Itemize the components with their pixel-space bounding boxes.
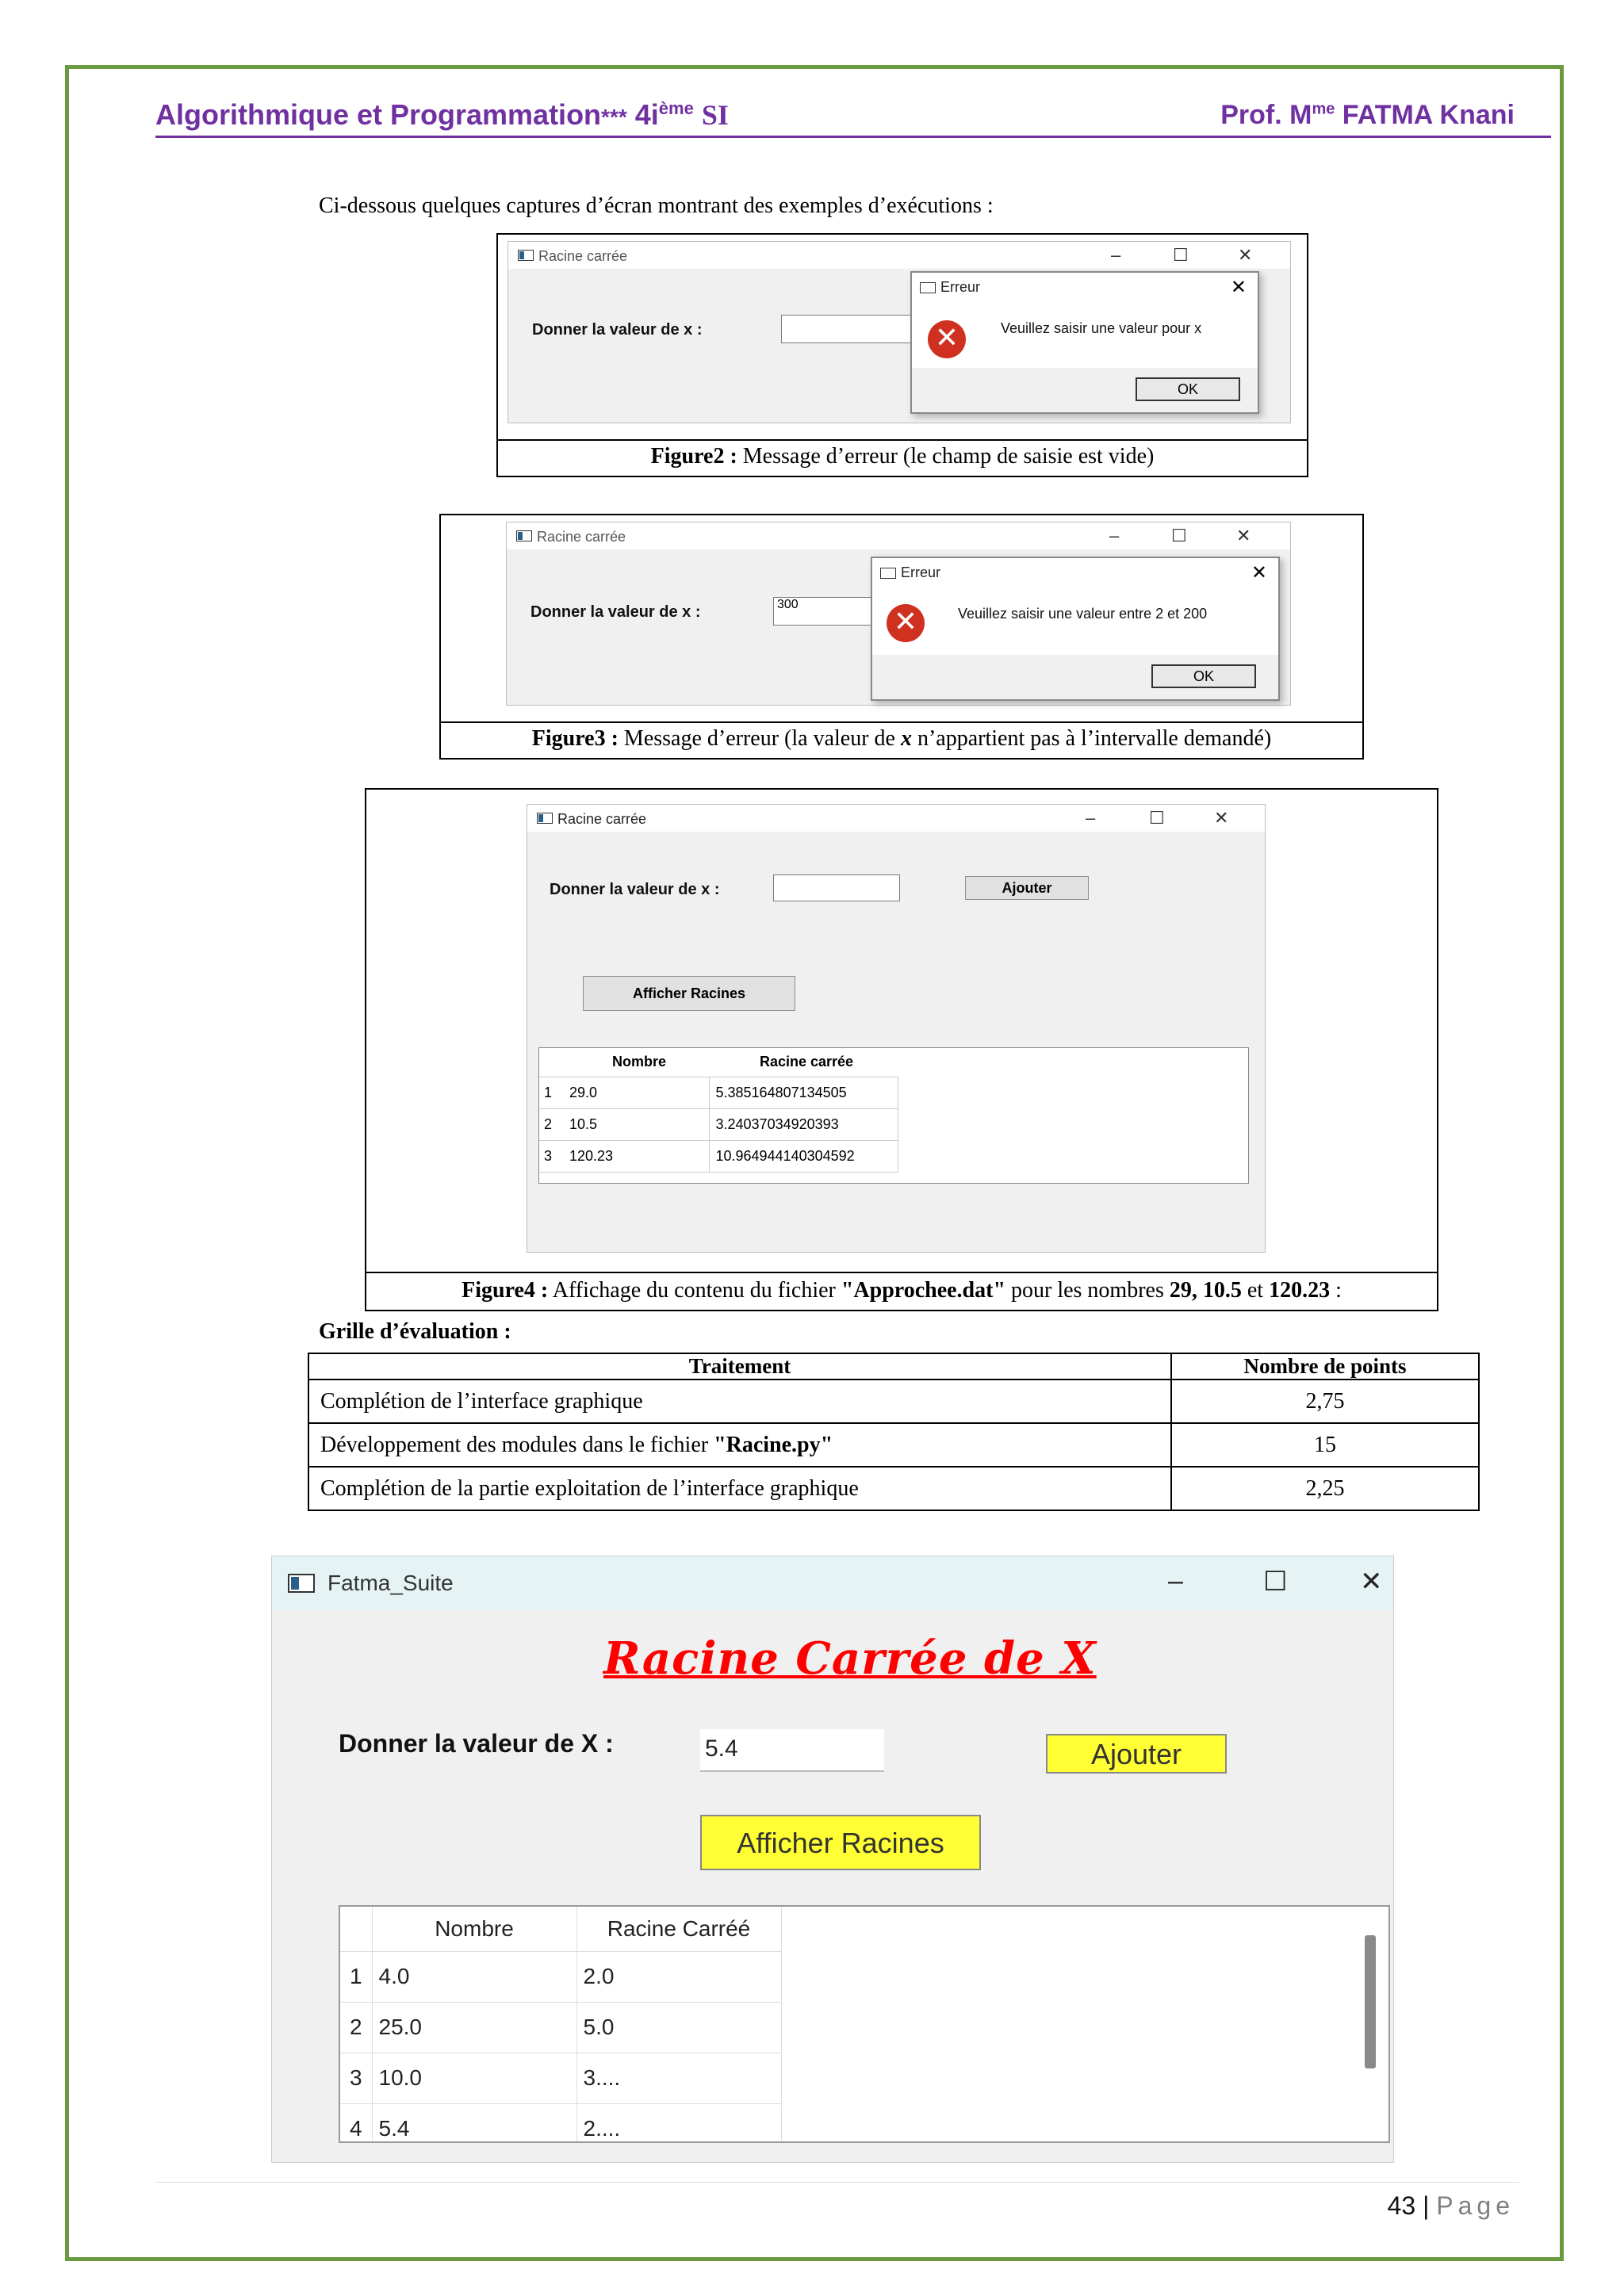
cell-nombre: 4.0 <box>372 1951 576 2002</box>
fig2-dialog-message: Veuillez saisir une valeur pour x <box>1001 320 1202 336</box>
cell-nombre: 120.23 <box>563 1140 709 1172</box>
page-number <box>1388 2191 1515 2221</box>
caption-x: x <box>900 726 912 751</box>
header-course <box>155 98 729 132</box>
level-sup: ème <box>658 98 694 118</box>
table-row[interactable] <box>539 1140 898 1172</box>
figure2-caption <box>498 439 1307 476</box>
caption-text-d: : <box>1330 1278 1342 1303</box>
dialog-app-icon <box>880 568 896 579</box>
col-nombre-header: Nombre <box>563 1048 709 1077</box>
cell-points: 2,75 <box>1171 1380 1479 1423</box>
col-points-header: Nombre de points <box>1171 1353 1479 1380</box>
intro-text: Ci-dessous quelques captures d’écran montrant des exemples d’exécutions : <box>319 193 994 218</box>
caption-text-b: pour les nombres <box>1005 1278 1170 1303</box>
caption-file: "Approchee.dat" <box>841 1278 1005 1303</box>
fig2-dialog-title: Erreur <box>940 279 981 295</box>
caption-label: Figure3 : <box>531 726 619 751</box>
dialog-close-icon[interactable]: ✕ <box>1251 562 1267 584</box>
cell-nombre: 5.4 <box>372 2103 576 2143</box>
row-number: 2 <box>539 1108 563 1140</box>
row-number: 3 <box>539 1140 563 1172</box>
afficher-racines-button[interactable]: Afficher Racines <box>583 976 795 1011</box>
col-racine-header: Racine carrée <box>709 1048 898 1077</box>
table-row[interactable] <box>340 2103 781 2143</box>
maximize-icon[interactable]: ☐ <box>1263 1567 1288 1597</box>
fig3-titlebar <box>507 522 1290 549</box>
fig4-window <box>527 804 1266 1253</box>
cell-traitement <box>308 1423 1171 1467</box>
window-app-icon <box>537 813 553 824</box>
fig2-error-dialog <box>910 271 1259 414</box>
fig3-dialog-message: Veuillez saisir une valeur entre 2 et 200 <box>958 606 1208 622</box>
page-header <box>155 94 1551 138</box>
table-scrollbar[interactable] <box>1365 1935 1376 2068</box>
cell-traitement: Complétion de l’interface graphique <box>308 1380 1171 1423</box>
minimize-icon[interactable]: – <box>1168 1566 1183 1596</box>
table-row[interactable] <box>340 2002 781 2053</box>
table-row <box>308 1423 1479 1467</box>
grille-table <box>308 1353 1480 1511</box>
table-row <box>308 1467 1479 1510</box>
cell-traitement: Complétion de la partie exploitation de l’interface graphique <box>308 1467 1171 1510</box>
ok-button[interactable]: OK <box>1136 377 1240 401</box>
col-nombre-header: Nombre <box>372 1907 576 1951</box>
fig2-window-title: Racine carrée <box>538 248 628 264</box>
table-row[interactable] <box>340 2053 781 2103</box>
window-app-icon <box>288 1574 315 1593</box>
figure2-box <box>496 233 1308 477</box>
row-number: 2 <box>340 2002 372 2053</box>
caption-nums: 29, 10.5 <box>1169 1278 1242 1303</box>
fig2-titlebar <box>508 242 1290 269</box>
maximize-icon[interactable]: ☐ <box>1149 808 1165 828</box>
cell-nombre: 10.0 <box>372 2053 576 2103</box>
dialog-app-icon <box>920 282 936 293</box>
cell-nombre: 10.5 <box>563 1108 709 1140</box>
figure4-caption <box>366 1272 1437 1310</box>
x-input[interactable]: 5.4 <box>700 1729 884 1772</box>
minimize-icon[interactable]: – <box>1111 245 1121 265</box>
error-icon: ✕ <box>887 604 925 642</box>
cell-text: Développement des modules dans le fichier <box>320 1432 714 1457</box>
app-heading: Racine Carrée de X <box>603 1632 1097 1685</box>
header-prof <box>1220 100 1515 131</box>
caption-text-b: n’appartient pas à l’intervalle demandé) <box>911 726 1272 751</box>
cell-racine: 3.24037034920393 <box>709 1108 898 1140</box>
fig4-table <box>538 1047 1249 1184</box>
close-icon[interactable]: ✕ <box>1360 1567 1383 1597</box>
fig3-error-dialog <box>871 557 1280 701</box>
prof-name: FATMA Knani <box>1342 100 1515 130</box>
afficher-racines-button[interactable]: Afficher Racines <box>700 1815 981 1870</box>
prof-prefix: Prof. M <box>1220 100 1312 130</box>
caption-text-a: Affichage du contenu du fichier <box>552 1278 841 1303</box>
header-stars: *** <box>601 105 627 129</box>
col-traitement-header: Traitement <box>308 1353 1171 1380</box>
section: SI <box>701 99 729 131</box>
fig4-titlebar <box>527 805 1265 832</box>
cell-points: 2,25 <box>1171 1467 1479 1510</box>
cell-racine: 5.0 <box>576 2002 781 2053</box>
figure3-caption <box>441 721 1362 758</box>
fatma-suite-window <box>271 1556 1394 2163</box>
fig3-dialog-title: Erreur <box>901 564 941 580</box>
app-window-title: Fatma_Suite <box>327 1571 454 1595</box>
cell-racine: 3.... <box>576 2053 781 2103</box>
caption-label: Figure2 : <box>650 444 737 469</box>
fig3-window-title: Racine carrée <box>537 529 626 545</box>
page-number-value: 43 <box>1387 2191 1416 2220</box>
dialog-footer <box>872 655 1278 699</box>
page-word: Page <box>1436 2191 1515 2220</box>
table-row <box>308 1380 1479 1423</box>
row-number: 3 <box>340 2053 372 2103</box>
row-number: 1 <box>539 1077 563 1108</box>
window-app-icon <box>518 250 534 261</box>
prof-sup: me <box>1312 100 1335 118</box>
dialog-footer <box>912 368 1258 412</box>
dialog-close-icon[interactable]: ✕ <box>1230 277 1247 298</box>
caption-label: Figure4 : <box>462 1278 549 1303</box>
cell-nombre: 25.0 <box>372 2002 576 2053</box>
app-label: Donner la valeur de X : <box>339 1729 614 1758</box>
table-row[interactable] <box>340 1951 781 2002</box>
cell-nombre: 29.0 <box>563 1077 709 1108</box>
app-table[interactable] <box>339 1905 1390 2143</box>
ok-button[interactable]: OK <box>1151 664 1256 688</box>
caption-text-c: et <box>1241 1278 1270 1303</box>
table-row[interactable] <box>539 1108 898 1140</box>
fig4-label: Donner la valeur de x : <box>550 881 720 898</box>
maximize-icon[interactable]: ☐ <box>1173 245 1189 265</box>
app-titlebar <box>272 1556 1393 1610</box>
fig4-input[interactable] <box>773 874 900 901</box>
course-title: Algorithmique et Programmation <box>155 98 602 131</box>
minimize-icon[interactable]: – <box>1086 808 1096 828</box>
ajouter-button[interactable]: Ajouter <box>1046 1734 1227 1774</box>
table-row[interactable] <box>539 1077 898 1108</box>
cell-racine: 2.0 <box>576 1951 781 2002</box>
grille-title: Grille d’évaluation : <box>319 1319 511 1344</box>
caption-text: Message d’erreur (le champ de saisie est vide) <box>742 444 1155 469</box>
error-icon: ✕ <box>928 320 966 358</box>
cell-racine: 10.964944140304592 <box>709 1140 898 1172</box>
maximize-icon[interactable]: ☐ <box>1171 526 1187 545</box>
fig3-input[interactable]: 300 <box>773 597 884 626</box>
fig2-input[interactable] <box>781 315 913 343</box>
figure4-box <box>365 788 1438 1311</box>
minimize-icon[interactable]: – <box>1109 526 1120 545</box>
footer-divider <box>155 2182 1519 2183</box>
fig2-label: Donner la valeur de x : <box>532 321 703 339</box>
cell-file: "Racine.py" <box>714 1432 833 1457</box>
close-icon[interactable]: ✕ <box>1214 808 1229 828</box>
close-icon[interactable]: ✕ <box>1238 245 1253 265</box>
cell-racine: 2.... <box>576 2103 781 2143</box>
level: 4i <box>634 98 659 131</box>
ajouter-button[interactable]: Ajouter <box>965 876 1089 900</box>
fig3-label: Donner la valeur de x : <box>530 603 701 621</box>
fig4-window-title: Racine carrée <box>557 811 647 827</box>
close-icon[interactable]: ✕ <box>1236 526 1251 545</box>
figure3-box <box>439 514 1364 760</box>
page-separator: | <box>1423 2191 1430 2220</box>
cell-racine: 5.385164807134505 <box>709 1077 898 1108</box>
row-number: 4 <box>340 2103 372 2143</box>
window-app-icon <box>516 530 532 541</box>
row-number: 1 <box>340 1951 372 2002</box>
caption-last: 120.23 <box>1269 1278 1331 1303</box>
cell-points: 15 <box>1171 1423 1479 1467</box>
col-racine-header: Racine Carréé <box>576 1907 781 1951</box>
caption-text-a: Message d’erreur (la valeur de <box>623 726 901 751</box>
